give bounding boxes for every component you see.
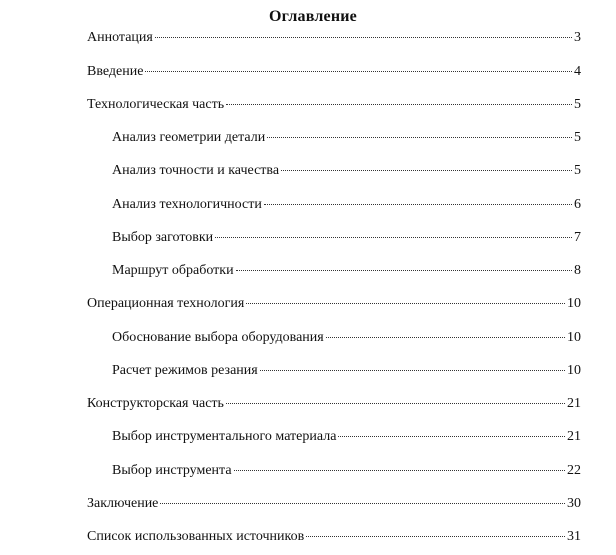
toc-dot-leader [260, 370, 565, 371]
toc-entry-label: Маршрут обработки [112, 263, 234, 278]
toc-entry-geometry-analysis[interactable] [112, 129, 581, 147]
toc-entry-page: 5 [574, 130, 581, 145]
toc-entry-annotation[interactable] [87, 29, 581, 47]
toc-dot-leader [160, 503, 565, 504]
toc-entry-tool-material[interactable] [112, 428, 581, 446]
toc-dot-leader [145, 71, 572, 72]
toc-entry-design-part[interactable] [87, 395, 581, 413]
toc-dot-leader [264, 204, 572, 205]
toc-entry-conclusion[interactable] [87, 495, 581, 513]
toc-entry-label: Расчет режимов резания [112, 363, 258, 378]
toc-dot-leader [236, 270, 572, 271]
toc-entry-equipment-selection[interactable] [112, 329, 581, 347]
toc-entry-references[interactable] [87, 528, 581, 546]
toc-entry-tool-selection[interactable] [112, 462, 581, 480]
toc-entry-page: 30 [567, 496, 581, 511]
toc-dot-leader [226, 104, 572, 105]
toc-entry-label: Анализ геометрии детали [112, 130, 266, 145]
toc-entry-label: Операционная технология [87, 296, 245, 311]
toc-entry-introduction[interactable] [87, 63, 581, 81]
toc-dot-leader [155, 37, 572, 38]
toc-entry-page: 5 [574, 163, 581, 178]
toc-entry-page: 10 [567, 330, 581, 345]
toc-entry-label: Введение [87, 64, 144, 79]
toc-entry-page: 5 [574, 97, 581, 112]
toc-dot-leader [267, 137, 572, 138]
toc-entry-precision-analysis[interactable] [112, 162, 581, 180]
toc-entry-label: Список использованных источников [87, 529, 305, 544]
toc-entry-page: 21 [567, 429, 581, 444]
toc-entry-label: Заключение [87, 496, 159, 511]
toc-entry-processing-route[interactable] [112, 262, 581, 280]
toc-entry-label: Выбор инструмента [112, 463, 232, 478]
toc-entry-label: Анализ точности и качества [112, 163, 280, 178]
toc-entry-label: Анализ технологичности [112, 197, 262, 212]
toc-dot-leader [338, 436, 565, 437]
toc-entry-label: Выбор инструментального материала [112, 429, 337, 444]
toc-entry-cutting-modes[interactable] [112, 362, 581, 380]
toc-title: Оглавление [269, 8, 357, 25]
toc-entry-technological-part[interactable] [87, 96, 581, 114]
toc-entry-page: 4 [574, 64, 581, 79]
toc-entry-page: 21 [567, 396, 581, 411]
toc-dot-leader [234, 470, 565, 471]
toc-entry-label: Обоснование выбора оборудования [112, 330, 324, 345]
toc-entry-operational-technology[interactable] [87, 295, 581, 313]
toc-entry-page: 10 [567, 296, 581, 311]
toc-entry-label: Конструкторская часть [87, 396, 224, 411]
toc-entry-page: 3 [574, 30, 581, 45]
toc-dot-leader [326, 337, 565, 338]
toc-dot-leader [306, 536, 565, 537]
toc-entry-manufacturability-analysis[interactable] [112, 196, 581, 214]
toc-entry-page: 31 [567, 529, 581, 544]
toc-entry-page: 7 [574, 230, 581, 245]
toc-entry-page: 8 [574, 263, 581, 278]
toc-dot-leader [281, 170, 572, 171]
toc-dot-leader [246, 303, 565, 304]
toc-entry-label: Технологическая часть [87, 97, 225, 112]
toc-dot-leader [226, 403, 565, 404]
toc-entry-page: 6 [574, 197, 581, 212]
toc-entry-label: Аннотация [87, 30, 153, 45]
toc-entry-page: 10 [567, 363, 581, 378]
toc-dot-leader [215, 237, 572, 238]
toc-entry-label: Выбор заготовки [112, 230, 214, 245]
toc-entry-page: 22 [567, 463, 581, 478]
toc-entry-blank-selection[interactable] [112, 229, 581, 247]
